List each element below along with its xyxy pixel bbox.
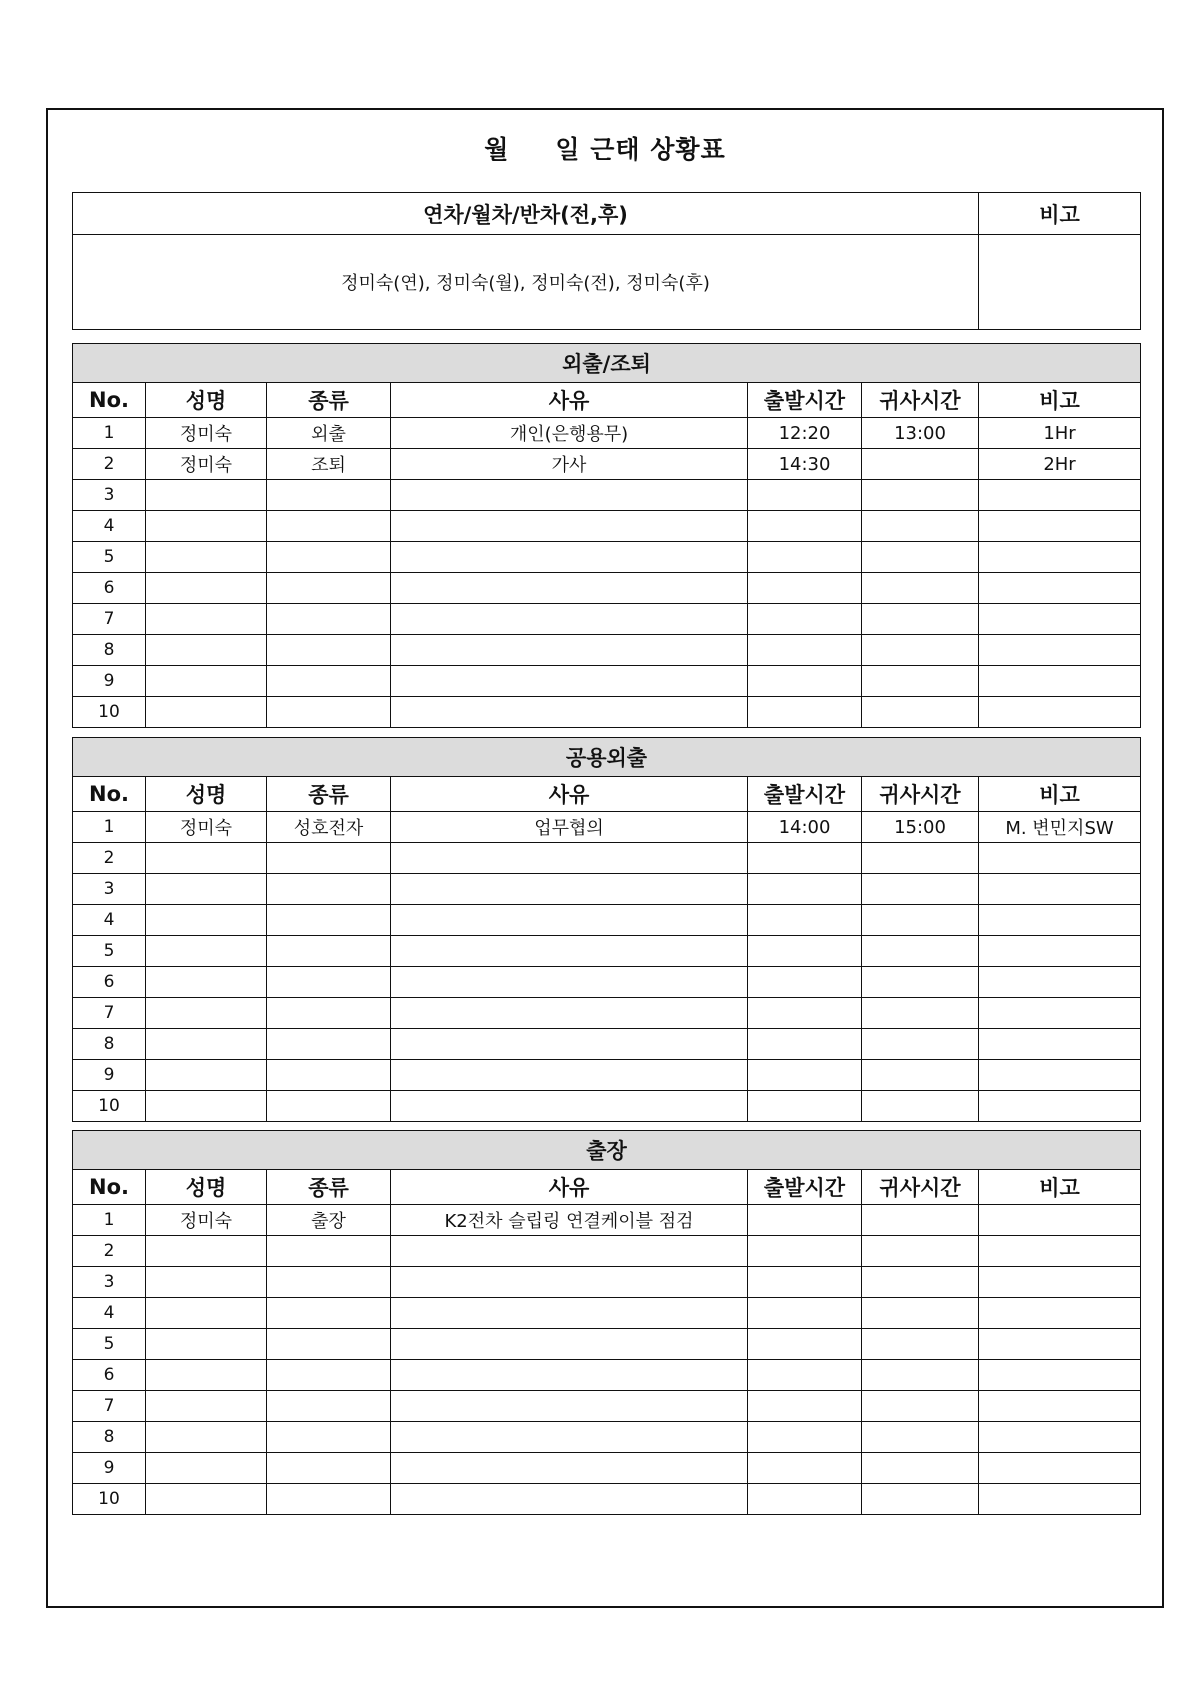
cell-name <box>146 1391 267 1422</box>
cell-name <box>146 1329 267 1360</box>
table-row <box>73 418 1141 449</box>
cell-depart-time <box>748 1267 862 1298</box>
cell-reason <box>391 480 748 511</box>
column-header-reason: 사유 <box>391 383 748 418</box>
cell-name <box>146 480 267 511</box>
table-row <box>73 1091 1141 1122</box>
cell-return-time <box>862 542 979 573</box>
page-title <box>48 130 1162 166</box>
cell-reason <box>391 697 748 728</box>
title-month-label: 월 <box>484 135 510 164</box>
table-row <box>73 812 1141 843</box>
cell-name <box>146 874 267 905</box>
cell-no: 4 <box>73 1298 146 1329</box>
cell-name <box>146 635 267 666</box>
table-row <box>73 1391 1141 1422</box>
cell-remark <box>979 1422 1141 1453</box>
cell-reason <box>391 1484 748 1515</box>
column-header-no: No. <box>73 383 146 418</box>
cell-return-time <box>862 1091 979 1122</box>
cell-depart-time <box>748 1205 862 1236</box>
table-row <box>73 1236 1141 1267</box>
cell-no: 10 <box>73 1484 146 1515</box>
cell-return-time <box>862 480 979 511</box>
cell-remark <box>979 480 1141 511</box>
cell-type <box>267 604 391 635</box>
cell-name <box>146 697 267 728</box>
cell-no: 5 <box>73 936 146 967</box>
cell-reason <box>391 1236 748 1267</box>
cell-no: 9 <box>73 666 146 697</box>
cell-type <box>267 1453 391 1484</box>
cell-depart-time <box>748 604 862 635</box>
cell-type <box>267 480 391 511</box>
cell-type <box>267 635 391 666</box>
table-row <box>73 1422 1141 1453</box>
cell-return-time <box>862 1453 979 1484</box>
cell-no: 5 <box>73 542 146 573</box>
section-outing-early-leave <box>72 343 1141 728</box>
cell-name: 정미숙 <box>146 449 267 480</box>
table-row <box>73 666 1141 697</box>
cell-remark <box>979 1453 1141 1484</box>
table-row <box>73 905 1141 936</box>
cell-return-time <box>862 573 979 604</box>
cell-reason <box>391 874 748 905</box>
cell-name <box>146 967 267 998</box>
cell-no: 7 <box>73 998 146 1029</box>
cell-reason <box>391 1267 748 1298</box>
cell-return-time <box>862 1267 979 1298</box>
cell-remark: 2Hr <box>979 449 1141 480</box>
cell-depart-time <box>748 843 862 874</box>
section-business-trip <box>72 1130 1141 1515</box>
cell-remark <box>979 1360 1141 1391</box>
cell-no: 1 <box>73 812 146 843</box>
cell-name <box>146 1453 267 1484</box>
cell-reason <box>391 843 748 874</box>
cell-type <box>267 666 391 697</box>
column-header-reason: 사유 <box>391 1170 748 1205</box>
cell-depart-time <box>748 1484 862 1515</box>
cell-return-time <box>862 1422 979 1453</box>
column-header-type: 종류 <box>267 1170 391 1205</box>
cell-no: 8 <box>73 1422 146 1453</box>
cell-type <box>267 1091 391 1122</box>
cell-type <box>267 697 391 728</box>
column-header-remark: 비고 <box>979 1170 1141 1205</box>
table-row <box>73 635 1141 666</box>
cell-return-time <box>862 874 979 905</box>
cell-reason <box>391 1298 748 1329</box>
cell-depart-time <box>748 511 862 542</box>
cell-no: 3 <box>73 1267 146 1298</box>
cell-name: 정미숙 <box>146 418 267 449</box>
title-day-label: 일 근태 상황표 <box>555 135 726 164</box>
cell-reason <box>391 604 748 635</box>
cell-reason <box>391 1060 748 1091</box>
cell-remark <box>979 604 1141 635</box>
cell-return-time <box>862 511 979 542</box>
table-row <box>73 1453 1141 1484</box>
cell-type <box>267 874 391 905</box>
cell-depart-time: 12:20 <box>748 418 862 449</box>
cell-no: 6 <box>73 573 146 604</box>
cell-remark <box>979 905 1141 936</box>
table-row <box>73 1267 1141 1298</box>
cell-type <box>267 1484 391 1515</box>
table-row <box>73 511 1141 542</box>
cell-remark <box>979 843 1141 874</box>
cell-name <box>146 1236 267 1267</box>
cell-depart-time <box>748 967 862 998</box>
cell-type: 출장 <box>267 1205 391 1236</box>
column-header-reason: 사유 <box>391 777 748 812</box>
table-row <box>73 449 1141 480</box>
column-header-depart-time: 출발시간 <box>748 1170 862 1205</box>
cell-depart-time <box>748 1422 862 1453</box>
cell-reason <box>391 1360 748 1391</box>
attendance-form <box>46 108 1164 1608</box>
cell-reason <box>391 511 748 542</box>
cell-type <box>267 1422 391 1453</box>
cell-no: 2 <box>73 843 146 874</box>
column-header-depart-time: 출발시간 <box>748 383 862 418</box>
cell-name <box>146 666 267 697</box>
cell-name <box>146 511 267 542</box>
cell-no: 4 <box>73 511 146 542</box>
cell-type <box>267 1029 391 1060</box>
cell-depart-time <box>748 1360 862 1391</box>
column-header-name: 성명 <box>146 1170 267 1205</box>
cell-remark <box>979 666 1141 697</box>
cell-name: 정미숙 <box>146 812 267 843</box>
cell-remark <box>979 1329 1141 1360</box>
cell-no: 10 <box>73 697 146 728</box>
cell-no: 1 <box>73 1205 146 1236</box>
cell-depart-time <box>748 666 862 697</box>
column-header-name: 성명 <box>146 777 267 812</box>
cell-return-time <box>862 1360 979 1391</box>
cell-type <box>267 998 391 1029</box>
cell-return-time <box>862 1205 979 1236</box>
cell-remark <box>979 936 1141 967</box>
cell-return-time <box>862 1029 979 1060</box>
cell-no: 2 <box>73 449 146 480</box>
cell-no: 7 <box>73 604 146 635</box>
leave-remark <box>979 235 1141 330</box>
cell-remark <box>979 573 1141 604</box>
cell-name <box>146 905 267 936</box>
column-header-type: 종류 <box>267 777 391 812</box>
cell-name <box>146 1091 267 1122</box>
column-header-depart-time: 출발시간 <box>748 777 862 812</box>
cell-return-time <box>862 449 979 480</box>
cell-return-time <box>862 1484 979 1515</box>
cell-type <box>267 1060 391 1091</box>
cell-type: 외출 <box>267 418 391 449</box>
cell-remark <box>979 998 1141 1029</box>
table-row <box>73 1360 1141 1391</box>
cell-reason <box>391 635 748 666</box>
cell-return-time <box>862 1298 979 1329</box>
cell-return-time: 15:00 <box>862 812 979 843</box>
cell-depart-time <box>748 905 862 936</box>
cell-remark: M. 변민지SW <box>979 812 1141 843</box>
cell-reason <box>391 998 748 1029</box>
section-title: 외출/조퇴 <box>73 344 1141 383</box>
table-row <box>73 1329 1141 1360</box>
cell-return-time: 13:00 <box>862 418 979 449</box>
cell-remark <box>979 635 1141 666</box>
cell-reason <box>391 1453 748 1484</box>
leave-content: 정미숙(연), 정미숙(월), 정미숙(전), 정미숙(후) <box>73 235 979 330</box>
cell-no: 9 <box>73 1453 146 1484</box>
cell-return-time <box>862 905 979 936</box>
cell-name <box>146 843 267 874</box>
table-row <box>73 1060 1141 1091</box>
cell-reason: 업무협의 <box>391 812 748 843</box>
table-row <box>73 998 1141 1029</box>
cell-remark <box>979 1236 1141 1267</box>
cell-return-time <box>862 1391 979 1422</box>
section-official-outing <box>72 737 1141 1122</box>
cell-depart-time <box>748 573 862 604</box>
cell-name <box>146 1267 267 1298</box>
cell-depart-time <box>748 1029 862 1060</box>
cell-name <box>146 936 267 967</box>
table-row <box>73 1298 1141 1329</box>
cell-type <box>267 905 391 936</box>
cell-type <box>267 542 391 573</box>
cell-name <box>146 1422 267 1453</box>
cell-remark <box>979 874 1141 905</box>
cell-name <box>146 1484 267 1515</box>
leave-remark-header: 비고 <box>979 193 1141 235</box>
cell-reason <box>391 1391 748 1422</box>
cell-remark <box>979 1391 1141 1422</box>
cell-return-time <box>862 604 979 635</box>
cell-depart-time <box>748 874 862 905</box>
cell-reason <box>391 666 748 697</box>
column-header-return-time: 귀사시간 <box>862 383 979 418</box>
cell-type <box>267 1391 391 1422</box>
cell-type <box>267 1360 391 1391</box>
column-header-no: No. <box>73 777 146 812</box>
cell-name <box>146 1060 267 1091</box>
section-title: 공용외출 <box>73 738 1141 777</box>
table-row <box>73 573 1141 604</box>
cell-depart-time <box>748 542 862 573</box>
cell-depart-time <box>748 1091 862 1122</box>
column-header-type: 종류 <box>267 383 391 418</box>
cell-depart-time <box>748 1391 862 1422</box>
cell-remark <box>979 967 1141 998</box>
cell-reason <box>391 542 748 573</box>
cell-name <box>146 573 267 604</box>
cell-reason: 개인(은행용무) <box>391 418 748 449</box>
cell-return-time <box>862 998 979 1029</box>
cell-reason <box>391 1422 748 1453</box>
cell-return-time <box>862 843 979 874</box>
cell-reason <box>391 1329 748 1360</box>
cell-name <box>146 1360 267 1391</box>
column-header-name: 성명 <box>146 383 267 418</box>
cell-no: 2 <box>73 1236 146 1267</box>
table-row <box>73 480 1141 511</box>
cell-type <box>267 1329 391 1360</box>
table-row <box>73 843 1141 874</box>
cell-return-time <box>862 697 979 728</box>
cell-depart-time <box>748 1236 862 1267</box>
cell-reason <box>391 1091 748 1122</box>
cell-return-time <box>862 936 979 967</box>
cell-no: 10 <box>73 1091 146 1122</box>
cell-return-time <box>862 1060 979 1091</box>
cell-name <box>146 542 267 573</box>
cell-depart-time <box>748 697 862 728</box>
cell-remark <box>979 542 1141 573</box>
cell-type <box>267 1267 391 1298</box>
cell-type <box>267 1236 391 1267</box>
cell-reason: K2전차 슬립링 연결케이블 점검 <box>391 1205 748 1236</box>
cell-depart-time <box>748 1329 862 1360</box>
cell-remark <box>979 1205 1141 1236</box>
cell-reason <box>391 573 748 604</box>
cell-return-time <box>862 666 979 697</box>
table-row <box>73 967 1141 998</box>
cell-type: 조퇴 <box>267 449 391 480</box>
cell-remark <box>979 1029 1141 1060</box>
cell-type <box>267 573 391 604</box>
cell-name <box>146 1298 267 1329</box>
section-title: 출장 <box>73 1131 1141 1170</box>
cell-return-time <box>862 1329 979 1360</box>
cell-remark: 1Hr <box>979 418 1141 449</box>
cell-depart-time <box>748 480 862 511</box>
cell-return-time <box>862 635 979 666</box>
table-row <box>73 542 1141 573</box>
cell-type <box>267 1298 391 1329</box>
cell-return-time <box>862 967 979 998</box>
cell-remark <box>979 697 1141 728</box>
table-row <box>73 1205 1141 1236</box>
cell-no: 5 <box>73 1329 146 1360</box>
cell-remark <box>979 1298 1141 1329</box>
cell-depart-time <box>748 1298 862 1329</box>
table-row <box>73 936 1141 967</box>
cell-reason <box>391 1029 748 1060</box>
cell-depart-time <box>748 1453 862 1484</box>
column-header-return-time: 귀사시간 <box>862 777 979 812</box>
cell-depart-time <box>748 635 862 666</box>
cell-no: 1 <box>73 418 146 449</box>
cell-remark <box>979 511 1141 542</box>
cell-no: 9 <box>73 1060 146 1091</box>
cell-name <box>146 1029 267 1060</box>
cell-no: 3 <box>73 874 146 905</box>
cell-type: 성호전자 <box>267 812 391 843</box>
table-row <box>73 1029 1141 1060</box>
column-header-remark: 비고 <box>979 777 1141 812</box>
cell-name: 정미숙 <box>146 1205 267 1236</box>
cell-remark <box>979 1060 1141 1091</box>
cell-depart-time <box>748 1060 862 1091</box>
column-header-remark: 비고 <box>979 383 1141 418</box>
cell-no: 4 <box>73 905 146 936</box>
leave-header: 연차/월차/반차(전,후) <box>73 193 979 235</box>
leave-table <box>72 192 1141 330</box>
cell-reason <box>391 905 748 936</box>
cell-name <box>146 604 267 635</box>
cell-depart-time <box>748 936 862 967</box>
table-row <box>73 874 1141 905</box>
table-row <box>73 697 1141 728</box>
table-row <box>73 1484 1141 1515</box>
cell-type <box>267 843 391 874</box>
cell-no: 6 <box>73 967 146 998</box>
cell-reason <box>391 967 748 998</box>
cell-return-time <box>862 1236 979 1267</box>
cell-no: 8 <box>73 1029 146 1060</box>
cell-depart-time <box>748 998 862 1029</box>
cell-no: 7 <box>73 1391 146 1422</box>
cell-reason <box>391 936 748 967</box>
cell-remark <box>979 1267 1141 1298</box>
cell-remark <box>979 1091 1141 1122</box>
column-header-return-time: 귀사시간 <box>862 1170 979 1205</box>
cell-type <box>267 967 391 998</box>
cell-no: 3 <box>73 480 146 511</box>
column-header-no: No. <box>73 1170 146 1205</box>
table-row <box>73 604 1141 635</box>
cell-type <box>267 936 391 967</box>
cell-depart-time: 14:30 <box>748 449 862 480</box>
cell-name <box>146 998 267 1029</box>
cell-no: 8 <box>73 635 146 666</box>
cell-depart-time: 14:00 <box>748 812 862 843</box>
cell-no: 6 <box>73 1360 146 1391</box>
cell-remark <box>979 1484 1141 1515</box>
cell-type <box>267 511 391 542</box>
cell-reason: 가사 <box>391 449 748 480</box>
